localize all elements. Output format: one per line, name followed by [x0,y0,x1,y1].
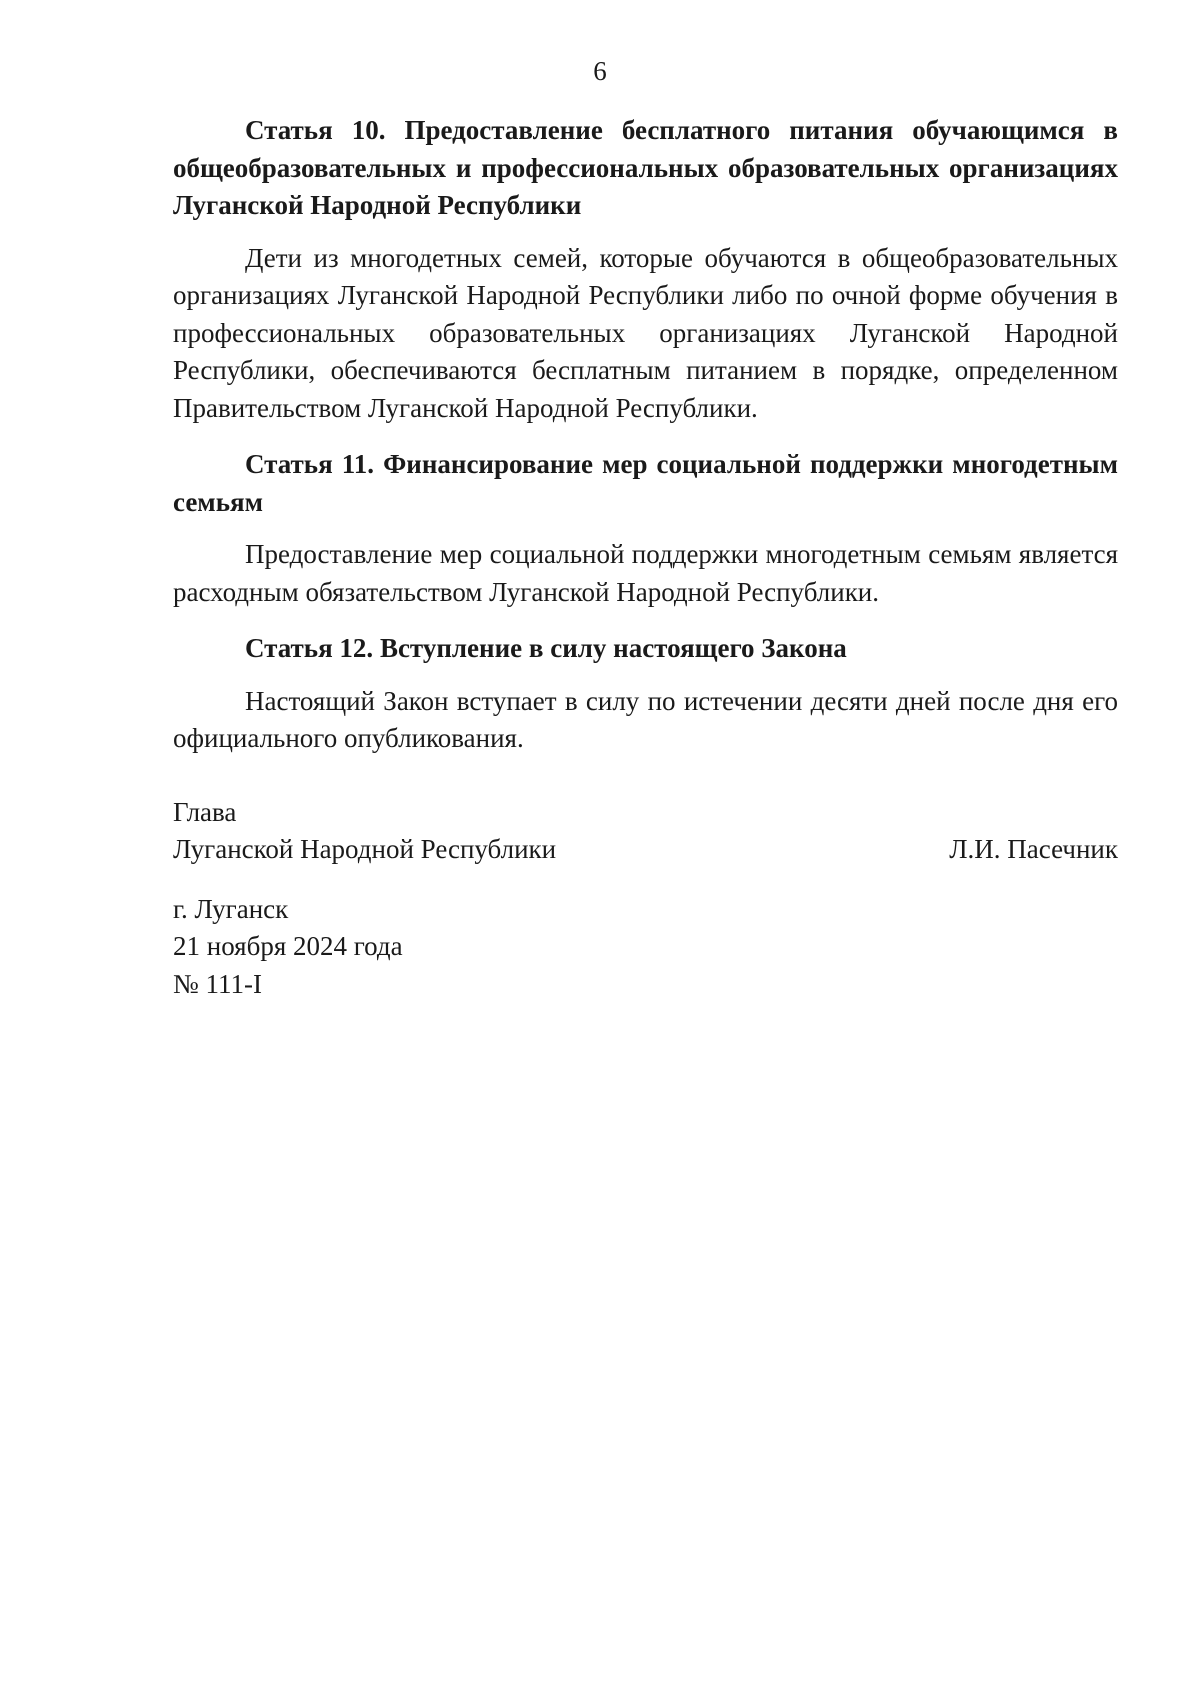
signature-title-line2: Луганской Народной Республики [173,834,557,864]
document-body [173,112,1118,1003]
article-12-heading [173,630,1118,668]
article-10-title: Предоставление бесплатного питания обучающимся в общеобразовательных и профессиональных образовательных организациях Луганской Народной Республики [173,115,1118,220]
page-number: 6 [593,56,607,86]
article-12-label: Статья 12. [245,633,374,663]
signature-name: Л.И. Пасечник [949,834,1118,864]
document-date: 21 ноября 2024 года [173,931,403,961]
place-city: г. Луганск [173,893,289,924]
article-12-text: Настоящий Закон вступает в силу по истечении десяти дней после дня его официального опубликования. [173,685,1118,753]
article-10-text: Дети из многодетных семей, которые обучаются в общеобразовательных организациях Луганской Народной Республики либо по очной форме обучения в профессиональных образовательных организациях Луганской Народной Республики, обеспечиваются бесплатным питанием в порядке, определенном Правительством Луганской Народной Республики. [173,242,1118,423]
article-10-label: Статья 10. [245,115,386,145]
article-11 [173,446,1118,611]
article-11-text: Предоставление мер социальной поддержки многодетным семьям является расходным обязательством Луганской Народной Республики. [173,539,1118,607]
document-number: № 111-I [173,968,262,999]
article-11-label: Статья 11. [245,449,375,479]
signature-block [173,794,1118,869]
article-10-heading [173,112,1118,225]
signature-title-line1: Глава [173,796,237,827]
article-12-title: Вступление в силу настоящего Закона [373,633,847,663]
article-11-title: Финансирование мер социальной поддержки многодетным семьям [173,449,1118,517]
article-12 [173,630,1118,758]
article-11-heading [173,446,1118,521]
place-date-block [173,891,1118,1004]
article-10 [173,112,1118,427]
